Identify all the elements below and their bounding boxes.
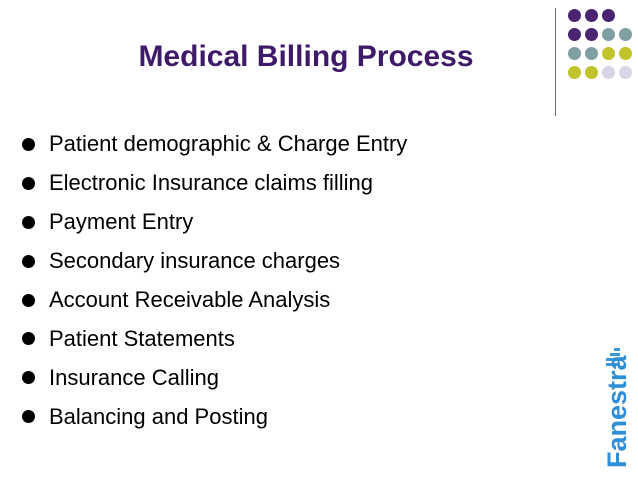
fanestra-logo [603, 342, 635, 474]
bullet-dot-icon [22, 371, 35, 384]
bullet-text: Secondary insurance charges [49, 248, 341, 274]
dot-purple [568, 9, 581, 22]
dot-purple [568, 28, 581, 41]
bullet-text: Payment Entry [49, 209, 194, 235]
bullet-dot-icon [22, 294, 35, 307]
bullet-text: Patient demographic & Charge Entry [49, 131, 408, 157]
bullet-item [22, 125, 407, 164]
dot-olive [585, 66, 598, 79]
bullet-text: Insurance Calling [49, 364, 219, 390]
bullet-dot-icon [22, 138, 35, 151]
header-divider [555, 8, 556, 116]
bullet-item [22, 358, 407, 397]
dot-teal [602, 28, 615, 41]
bullet-dot-icon [22, 255, 35, 268]
dot-purple [602, 9, 615, 22]
dot-teal [585, 47, 598, 60]
dot-lavender [619, 66, 632, 79]
dot-teal [619, 28, 632, 41]
bullet-dot-icon [22, 216, 35, 229]
dot-olive [602, 47, 615, 60]
dot-purple [585, 28, 598, 41]
dot-lavender [602, 66, 615, 79]
dot-teal [568, 47, 581, 60]
decorative-dot-grid [568, 9, 636, 99]
bullet-text: Patient Statements [49, 325, 235, 351]
dot-olive [568, 66, 581, 79]
logo-text: Fanestra [602, 355, 632, 468]
bullet-item [22, 281, 407, 320]
bullet-item [22, 319, 407, 358]
bullet-text: Electronic Insurance claims filling [49, 170, 374, 196]
dot-purple [585, 9, 598, 22]
slide-title: Medical Billing Process [138, 40, 474, 73]
bullet-item [22, 242, 407, 281]
bullet-dot-icon [22, 410, 35, 423]
bullet-dot-icon [22, 177, 35, 190]
bullet-item [22, 397, 407, 436]
bullet-item [22, 164, 407, 203]
bullet-item [22, 203, 407, 242]
bullet-dot-icon [22, 332, 35, 345]
dot-olive [619, 47, 632, 60]
bullet-text: Balancing and Posting [49, 403, 268, 429]
bullet-list [22, 125, 407, 436]
bullet-text: Account Receivable Analysis [49, 287, 331, 312]
